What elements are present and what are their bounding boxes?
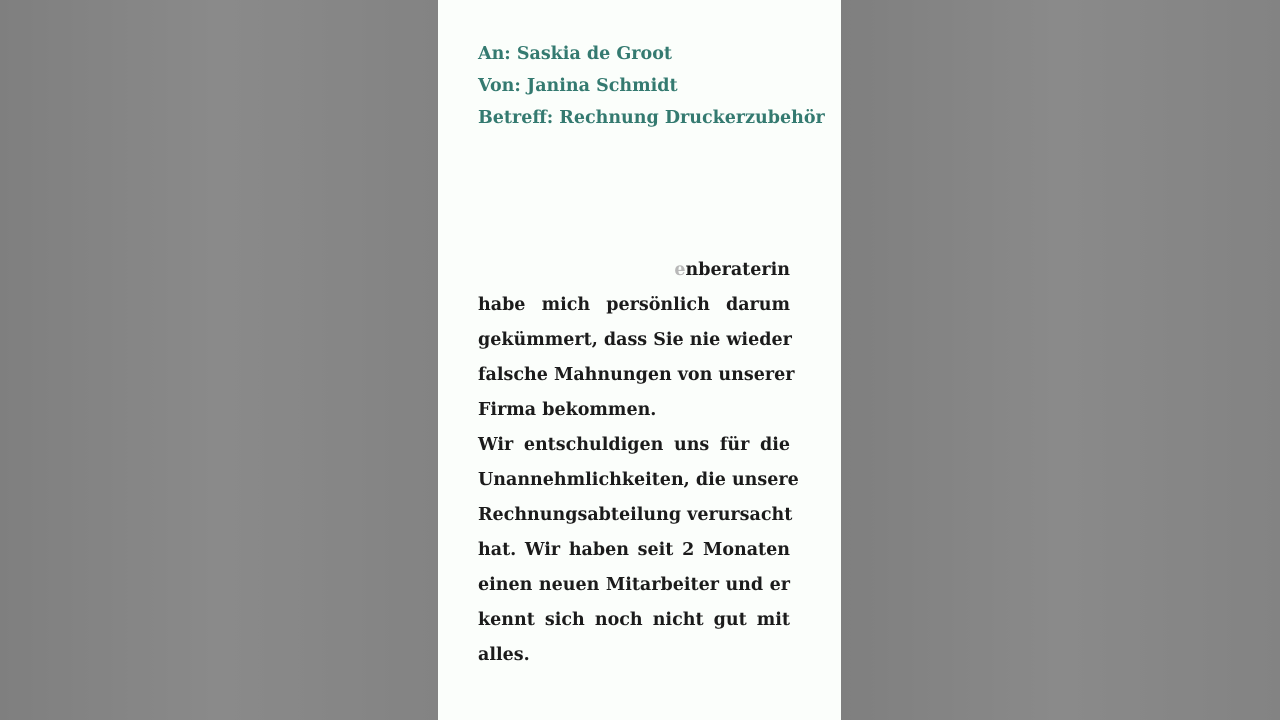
body-line: einen neuen Mitarbeiter und er	[478, 575, 790, 595]
body-line: kennt sich noch nicht gut mit	[478, 610, 790, 630]
partial-word: nberaterin	[685, 260, 790, 280]
letter-page	[438, 0, 841, 720]
email-body	[478, 253, 799, 673]
body-line: gekümmert, dass Sie nie wieder	[478, 330, 792, 350]
email-header	[478, 38, 825, 134]
body-line: Firma bekommen.	[478, 400, 657, 420]
body-line: hat. Wir haben seit 2 Monaten	[478, 540, 790, 560]
body-line: alles.	[478, 645, 530, 665]
left-background-panel	[0, 0, 438, 720]
body-line: Unannehmlichkeiten, die unsere	[478, 470, 799, 490]
fading-letter: e	[674, 260, 686, 280]
right-background-panel	[841, 0, 1280, 720]
body-line-partial	[478, 253, 790, 288]
email-to: An: Saskia de Groot	[478, 44, 672, 64]
email-subject: Betreff: Rechnung Druckerzubehör	[478, 108, 825, 128]
body-line: falsche Mahnungen von unserer	[478, 365, 795, 385]
body-line: Rechnungsabteilung verursacht	[478, 505, 793, 525]
body-line: Wir entschuldigen uns für die	[478, 435, 790, 455]
email-from: Von: Janina Schmidt	[478, 76, 678, 96]
body-line: habe mich persönlich darum	[478, 295, 790, 315]
